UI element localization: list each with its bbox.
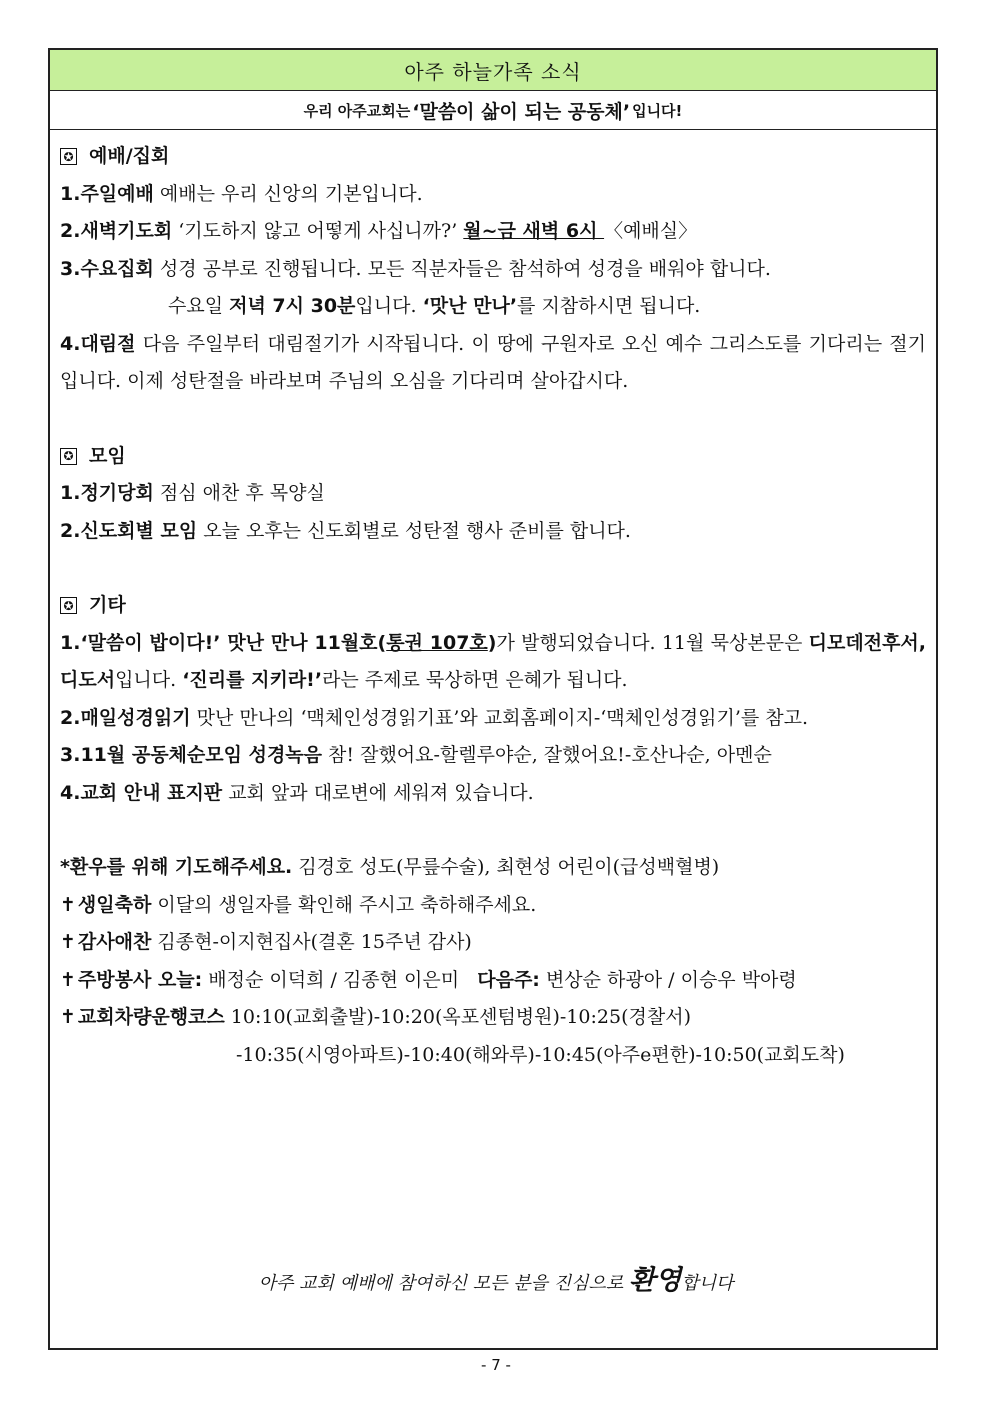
item-text: 입니다. [355, 295, 423, 317]
etc-item-2 [60, 700, 926, 738]
cross-icon: ✝ [60, 968, 76, 991]
section-heading-meeting [60, 438, 926, 476]
closing-text: 아주 교회 예배에 참여하신 모든 분을 진심으로 [258, 1273, 630, 1294]
notice-car-cont [60, 1037, 926, 1075]
square-star-icon: ✪ [60, 148, 77, 165]
item-place: 〈예배실〉 [604, 220, 698, 242]
item-label: 감사애찬 [77, 931, 152, 953]
notice-thanks [60, 924, 926, 962]
item-theme: ‘진리를 지키라!’ [182, 669, 323, 691]
item-label: 4.교회 안내 표지판 [60, 781, 223, 804]
item-text: 점심 애찬 후 목양실 [153, 482, 325, 504]
item-text: 를 지참하시면 됩니다. [517, 295, 701, 317]
item-label: 3.수요집회 [60, 257, 154, 280]
notice-prayer [60, 849, 926, 887]
item-text: 입니다. [115, 669, 183, 691]
item-text: 배정순 이덕희 / 김종현 이은미 [202, 968, 478, 991]
item-text: 이달의 생일자를 확인해 주시고 축하해주세요. [151, 893, 537, 916]
cross-icon: ✝ [60, 893, 76, 916]
closing-welcome: 환영 [629, 1265, 682, 1296]
worship-item-3-detail [60, 288, 926, 326]
item-text: ‘기도하지 않고 어떻게 사십니까?’ [172, 220, 464, 242]
item-label: 2.매일성경읽기 [60, 706, 191, 729]
worship-item-1 [60, 176, 926, 214]
item-text: -10:35(시영아파트)-10:40(해와루)-10:45(아주e편한)-10:50(교회도착) [236, 1043, 845, 1066]
notice-birthday [60, 887, 926, 925]
item-text: 교회 앞과 대로변에 세워져 있습니다. [222, 781, 534, 804]
item-text: 김종현-이지현집사(결혼 15주년 감사) [151, 931, 472, 953]
item-text: 참! 잘했어요-할렐루야순, 잘했어요!-호산나순, 아멘순 [322, 744, 772, 766]
cross-icon: ✝ [60, 1006, 76, 1028]
item-books: 디모데전후서, 디도서 [60, 631, 926, 691]
item-text: 다음 주일부터 대림절기가 시작됩니다. 이 땅에 구원자로 오신 예수 그리스도를 기다리는 절기입니다. 이제 성탄절을 바라보며 주님의 오심을 기다리며 살아갑시다. [60, 332, 926, 392]
section-heading-etc [60, 587, 926, 625]
bulletin-frame [48, 48, 938, 1350]
item-label-end: ) [487, 631, 497, 654]
item-label: 4.대림절 [60, 332, 136, 355]
notice-kitchen [60, 962, 926, 1000]
item-text: 변상순 하광아 / 이승우 박아령 [539, 968, 797, 991]
worship-item-4 [60, 326, 926, 401]
item-time: 월~금 새벽 6시 [463, 220, 605, 242]
item-text: 김경호 성도(무릎수술), 최현성 어린이(급성백혈병) [292, 856, 720, 878]
item-text: 오늘 오후는 신도회별로 성탄절 행사 준비를 합니다. [197, 519, 631, 542]
item-text: 라는 주제로 묵상하면 은혜가 됩니다. [322, 669, 628, 691]
item-label: 2.신도회별 모임 [60, 519, 198, 542]
notice-car [60, 999, 926, 1037]
subtitle-post: 입니다! [632, 101, 683, 120]
subtitle-motto: ‘말씀이 삶이 되는 공동체’ [412, 100, 631, 123]
square-star-icon: ✪ [60, 448, 77, 465]
item-label: *환우를 위해 기도해주세요. [60, 856, 293, 878]
item-label: 3.11월 공동체순모임 성경녹음 [60, 744, 323, 766]
bulletin-title [50, 50, 936, 91]
subtitle-pre: 우리 아주교회는 [303, 101, 411, 120]
item-label: 2.새벽기도회 [60, 220, 173, 242]
item-text: 수요일 [168, 295, 230, 317]
item-text: 맛난 만나의 ‘맥체인성경읽기표’와 교회홈페이지-‘맥체인성경읽기’를 참고. [190, 706, 808, 729]
closing-message [0, 1258, 992, 1297]
item-issue: 통권 107호 [386, 631, 488, 654]
item-label: 1.‘말씀이 밥이다!’ 맛난 만나 11월호( [60, 631, 387, 654]
item-text: 10:10(교회출발)-10:20(옥포센텀병원)-10:25(경찰서) [224, 1006, 691, 1028]
item-label-next: 다음주: [477, 968, 540, 991]
item-label: 1.주일예배 [60, 182, 154, 205]
worship-heading-text: 예배/집회 [89, 145, 170, 167]
item-text: 성경 공부로 진행됩니다. 모든 직분자들은 참석하여 성경을 배워야 합니다. [153, 257, 771, 280]
item-label: 교회차량운행코스 [77, 1006, 225, 1028]
worship-item-2 [60, 213, 926, 251]
item-time: 저녁 7시 30분 [229, 295, 356, 317]
square-star-icon: ✪ [60, 597, 77, 614]
closing-text-end: 합니다 [681, 1273, 734, 1294]
meeting-heading-text: 모임 [89, 444, 126, 467]
cross-icon: ✝ [60, 931, 76, 953]
item-text: 가 발행되었습니다. 11월 묵상본문은 [496, 631, 809, 654]
etc-item-4 [60, 775, 926, 813]
meeting-item-1 [60, 475, 926, 513]
item-label: 1.정기당회 [60, 482, 154, 504]
page-number: - 7 - [481, 1356, 511, 1374]
item-label: 생일축하 [77, 893, 152, 916]
bulletin-content [50, 130, 936, 1074]
etc-item-1 [60, 625, 926, 700]
item-label: 주방봉사 오늘: [77, 968, 203, 991]
item-book: ‘맛난 만나’ [422, 295, 518, 317]
item-text: 예배는 우리 신앙의 기본입니다. [153, 182, 423, 205]
etc-item-3 [60, 737, 926, 775]
section-heading-worship [60, 138, 926, 176]
title-text: 아주 하늘가족 소식 [404, 59, 582, 84]
worship-item-3 [60, 251, 926, 289]
etc-heading-text: 기타 [89, 594, 126, 616]
meeting-item-2 [60, 513, 926, 551]
bulletin-subtitle [50, 91, 936, 130]
